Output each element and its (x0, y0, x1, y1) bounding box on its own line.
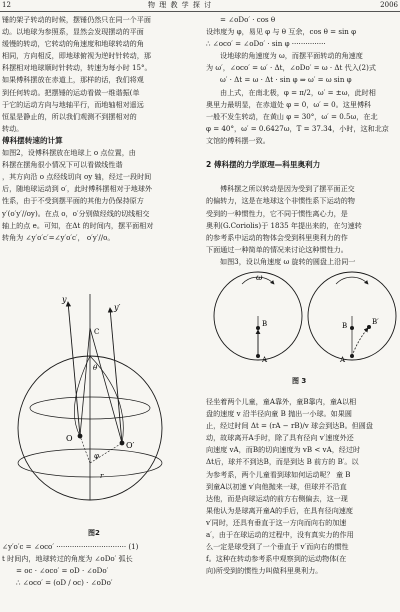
left-bottom-equations (2, 541, 196, 589)
child-a-right (350, 354, 354, 358)
label-a-left: A (262, 356, 268, 364)
text-line: f。这种在转动参考系中观察到的运动物体(在 (206, 554, 347, 564)
point-o-prime (120, 441, 125, 446)
figure-3-caption: 图 3 (292, 377, 307, 385)
text-line: 恒星是静止的，所以我们观测不到摆相对的 (2, 111, 137, 121)
label-b-left: B (262, 320, 268, 328)
text-line: 下面通过一种简单的情况来讨论这种惯性力。 (206, 244, 348, 254)
point-o (78, 434, 83, 439)
label-r: r (100, 472, 104, 480)
text-line: 达他，而是向球运动的前方右侧偏去，这一现 (206, 493, 348, 503)
text-line: 为 ω′，∠oco′ = ω′ · Δt，∠oDo′ = ω · Δt 代入(2)式 (206, 63, 376, 73)
text-line: 么一定是球受到了一个垂直于 v′而向右的惯性 (206, 542, 349, 552)
child-b-right (350, 326, 354, 330)
label-y: y (62, 295, 67, 304)
equation-line: = ∠oDo′ · cos θ (220, 15, 276, 24)
text-line: 设地球的角速度为 ω，而摆平面转动的角速度 (220, 51, 363, 61)
text-line: 如果傅科摆放在赤道上，那样的话，我们将观 (2, 75, 144, 85)
text-line: 由上式，在南北极，φ = π/2，ω′ = ±ω，此时相 (220, 87, 376, 97)
text-line: y′(o′y′//oy)。在点 o，o′分别做经线的切线相交 (2, 208, 150, 218)
text-line: 性系，由于不受到摆平面的其他力仍保持原方 (2, 196, 144, 206)
text-line: 后，随地球运动到 o′，此时傅科摆相对于地球外 (2, 184, 153, 194)
right-column-text-bottom (206, 396, 400, 577)
subsection-heading: 傅科摆转速的计算 (2, 135, 63, 145)
section-2-title: 2 傅科摆的力学原理—科里奥利力 (206, 160, 321, 170)
label-o: O (66, 434, 73, 443)
text-line: 动，故球离开A手时，除了具有径向 v′速度外还 (206, 433, 354, 443)
text-line: 奥利(G.Coriolis)于 1835 年提出来的，在匀速转 (206, 220, 362, 230)
rotation-arrow-right (336, 277, 368, 284)
label-b-right: B (342, 322, 348, 330)
figure-3-rotating-disc-diagram (212, 258, 400, 376)
label-y-prime: y′ (114, 303, 121, 312)
equation-line: = oc · ∠oco′ = oD · ∠oDo′ (16, 566, 109, 576)
text-line: Δt后，球并不到达B，而是到达 B 前方的 B′。以 (206, 457, 359, 467)
text-line: 向)所受到的惯性力叫做科里奥利力。 (206, 566, 323, 576)
text-line: 傅科摆之所以转动是因为受到了摆平面正交 (220, 184, 355, 194)
equation-line: ∴ ∠oco′ = ∠oDo′ · sin φ ··············· (206, 39, 326, 49)
label-o-prime: O′ (126, 441, 135, 450)
text-line: 的偏转力，这是在地球这个非惯性系下运动的物 (206, 196, 355, 206)
text-line: 设纬度为 φ，易见 φ 与 θ 互余，cos θ = sin φ (206, 27, 357, 37)
label-b-prime: B′ (372, 318, 379, 326)
text-line: 一般不发生转动，在黄山 φ = 30°，ω′ = 0.5ω，在北 (206, 111, 378, 121)
label-theta: θ (93, 364, 98, 372)
text-line: 锤的架子转动的时候，摆锤仍然只在同一个平面 (2, 15, 151, 24)
text-line: 科摆相对地球顺时针转动，转速为每小时 15°。 (2, 63, 152, 73)
text-line: 盘的速度 v 沿半径向童 B 抛出一小球。如果圆 (206, 409, 352, 419)
label-phi: φ (94, 452, 99, 460)
text-line: 为参考系，两个儿童看到球如何运动呢？ 童 B (206, 469, 351, 479)
running-header (0, 0, 400, 12)
text-line: 轴上的点 e。可知，在Δt 的时间内，摆平面相对 (2, 220, 154, 230)
text-line: 径坐着两个儿童，童A靠外，童B靠内，童A以相 (206, 397, 357, 406)
y-axis-arrow (68, 302, 80, 436)
text-line: 于它的运动方向与地轴平行，而地轴相对遥远 (2, 99, 144, 109)
text-line: 向速度 vA，而B的切向速度为 vB < vA，经过时 (206, 445, 361, 455)
text-line: 到任何转动。把摆锤的运动看做一维谐振(单 (2, 87, 140, 97)
text-line: 相同，方向相反，即地球俯视为逆时针转动，那 (2, 51, 151, 61)
equation-line: t 时间内，地球转过的角度为 ∠oDo′ 弧长 (2, 554, 133, 564)
radius-to-o (80, 436, 90, 463)
figure-2-globe-diagram (10, 288, 190, 524)
text-line: φ = 40°，ω′ = 0.6427ω，T = 37.34，小时，这和北京 (206, 123, 389, 133)
text-line: 如图3，设以角速度 ω 旋转的圆盘上沿同一 (220, 256, 356, 266)
text-line: 转角为 ∠y′o′c′=∠y′o′c′， o′y′//o。 (2, 232, 115, 242)
text-line: 如图2，设傅科摆放在地球上 o 点位置，由 (2, 148, 136, 158)
label-omega: ω (256, 273, 263, 282)
equation-line: ω′ · Δt = ω · Δt · sin φ ⇒ ω′ = ω sin φ (220, 75, 352, 85)
header-journal-title: 物 理 教 学 探 讨 (148, 1, 213, 9)
text-line: 缓慢的转动，它转动的角速度和地球转动的角 (2, 39, 144, 49)
text-line: v′同时，还具有垂直于这一方向而向右的加速 (206, 517, 347, 527)
header-page-number: 12 (2, 1, 11, 9)
text-line: 果他认为是球离开童A的手后，在具有径向速度 (206, 505, 353, 515)
text-line: 受到的一种惯性力，它不同于惯性离心力，是 (206, 208, 348, 218)
text-line: 到童A以初速 v′向他抛来一球，但球并不沿直 (206, 481, 347, 491)
equation-line: ∴ ∠oco′ = (oD / oc) · ∠oDo′ (16, 578, 113, 588)
text-line: 动。以地球为参照系，显然会发现摆动的平面 (2, 27, 144, 37)
text-line: 文馆的傅科摆一致。 (206, 135, 270, 145)
child-b-left (256, 326, 260, 330)
text-line: ，其方向沿 o 点经线切向 oy 轴，经过一段时间 (2, 172, 152, 182)
label-c: C (94, 328, 100, 336)
child-a-left (256, 354, 260, 358)
label-a-right: A (340, 356, 346, 364)
text-line: 止，经过时间 Δt = (rA − rB)/v 球会到达B。但圆盘 (206, 421, 373, 431)
ball-path-right (352, 328, 368, 356)
text-line: 的参考系中运动的物体会受到科里奥利力的作 (206, 232, 348, 242)
left-column-text (2, 14, 196, 244)
tangent-o (80, 328, 90, 436)
point-b-prime (367, 325, 371, 329)
text-line: 奥里力最明显，在赤道处 φ = 0，ω′ = 0。这里傅科 (206, 99, 372, 109)
header-year: 2006 (380, 1, 398, 9)
equation-line: ∠y′o′c = ∠oco′ ······························· (1) (2, 542, 139, 551)
figure-2-caption: 图2 (88, 529, 100, 537)
text-line: a′，由于在球运动的过程中，没有真实力的作用 (206, 530, 354, 540)
text-line: 转动。 (2, 123, 24, 133)
text-line: 科摆在摆角很小情况下可以看做线性谐 (2, 160, 123, 170)
right-column-text-top (206, 14, 400, 268)
